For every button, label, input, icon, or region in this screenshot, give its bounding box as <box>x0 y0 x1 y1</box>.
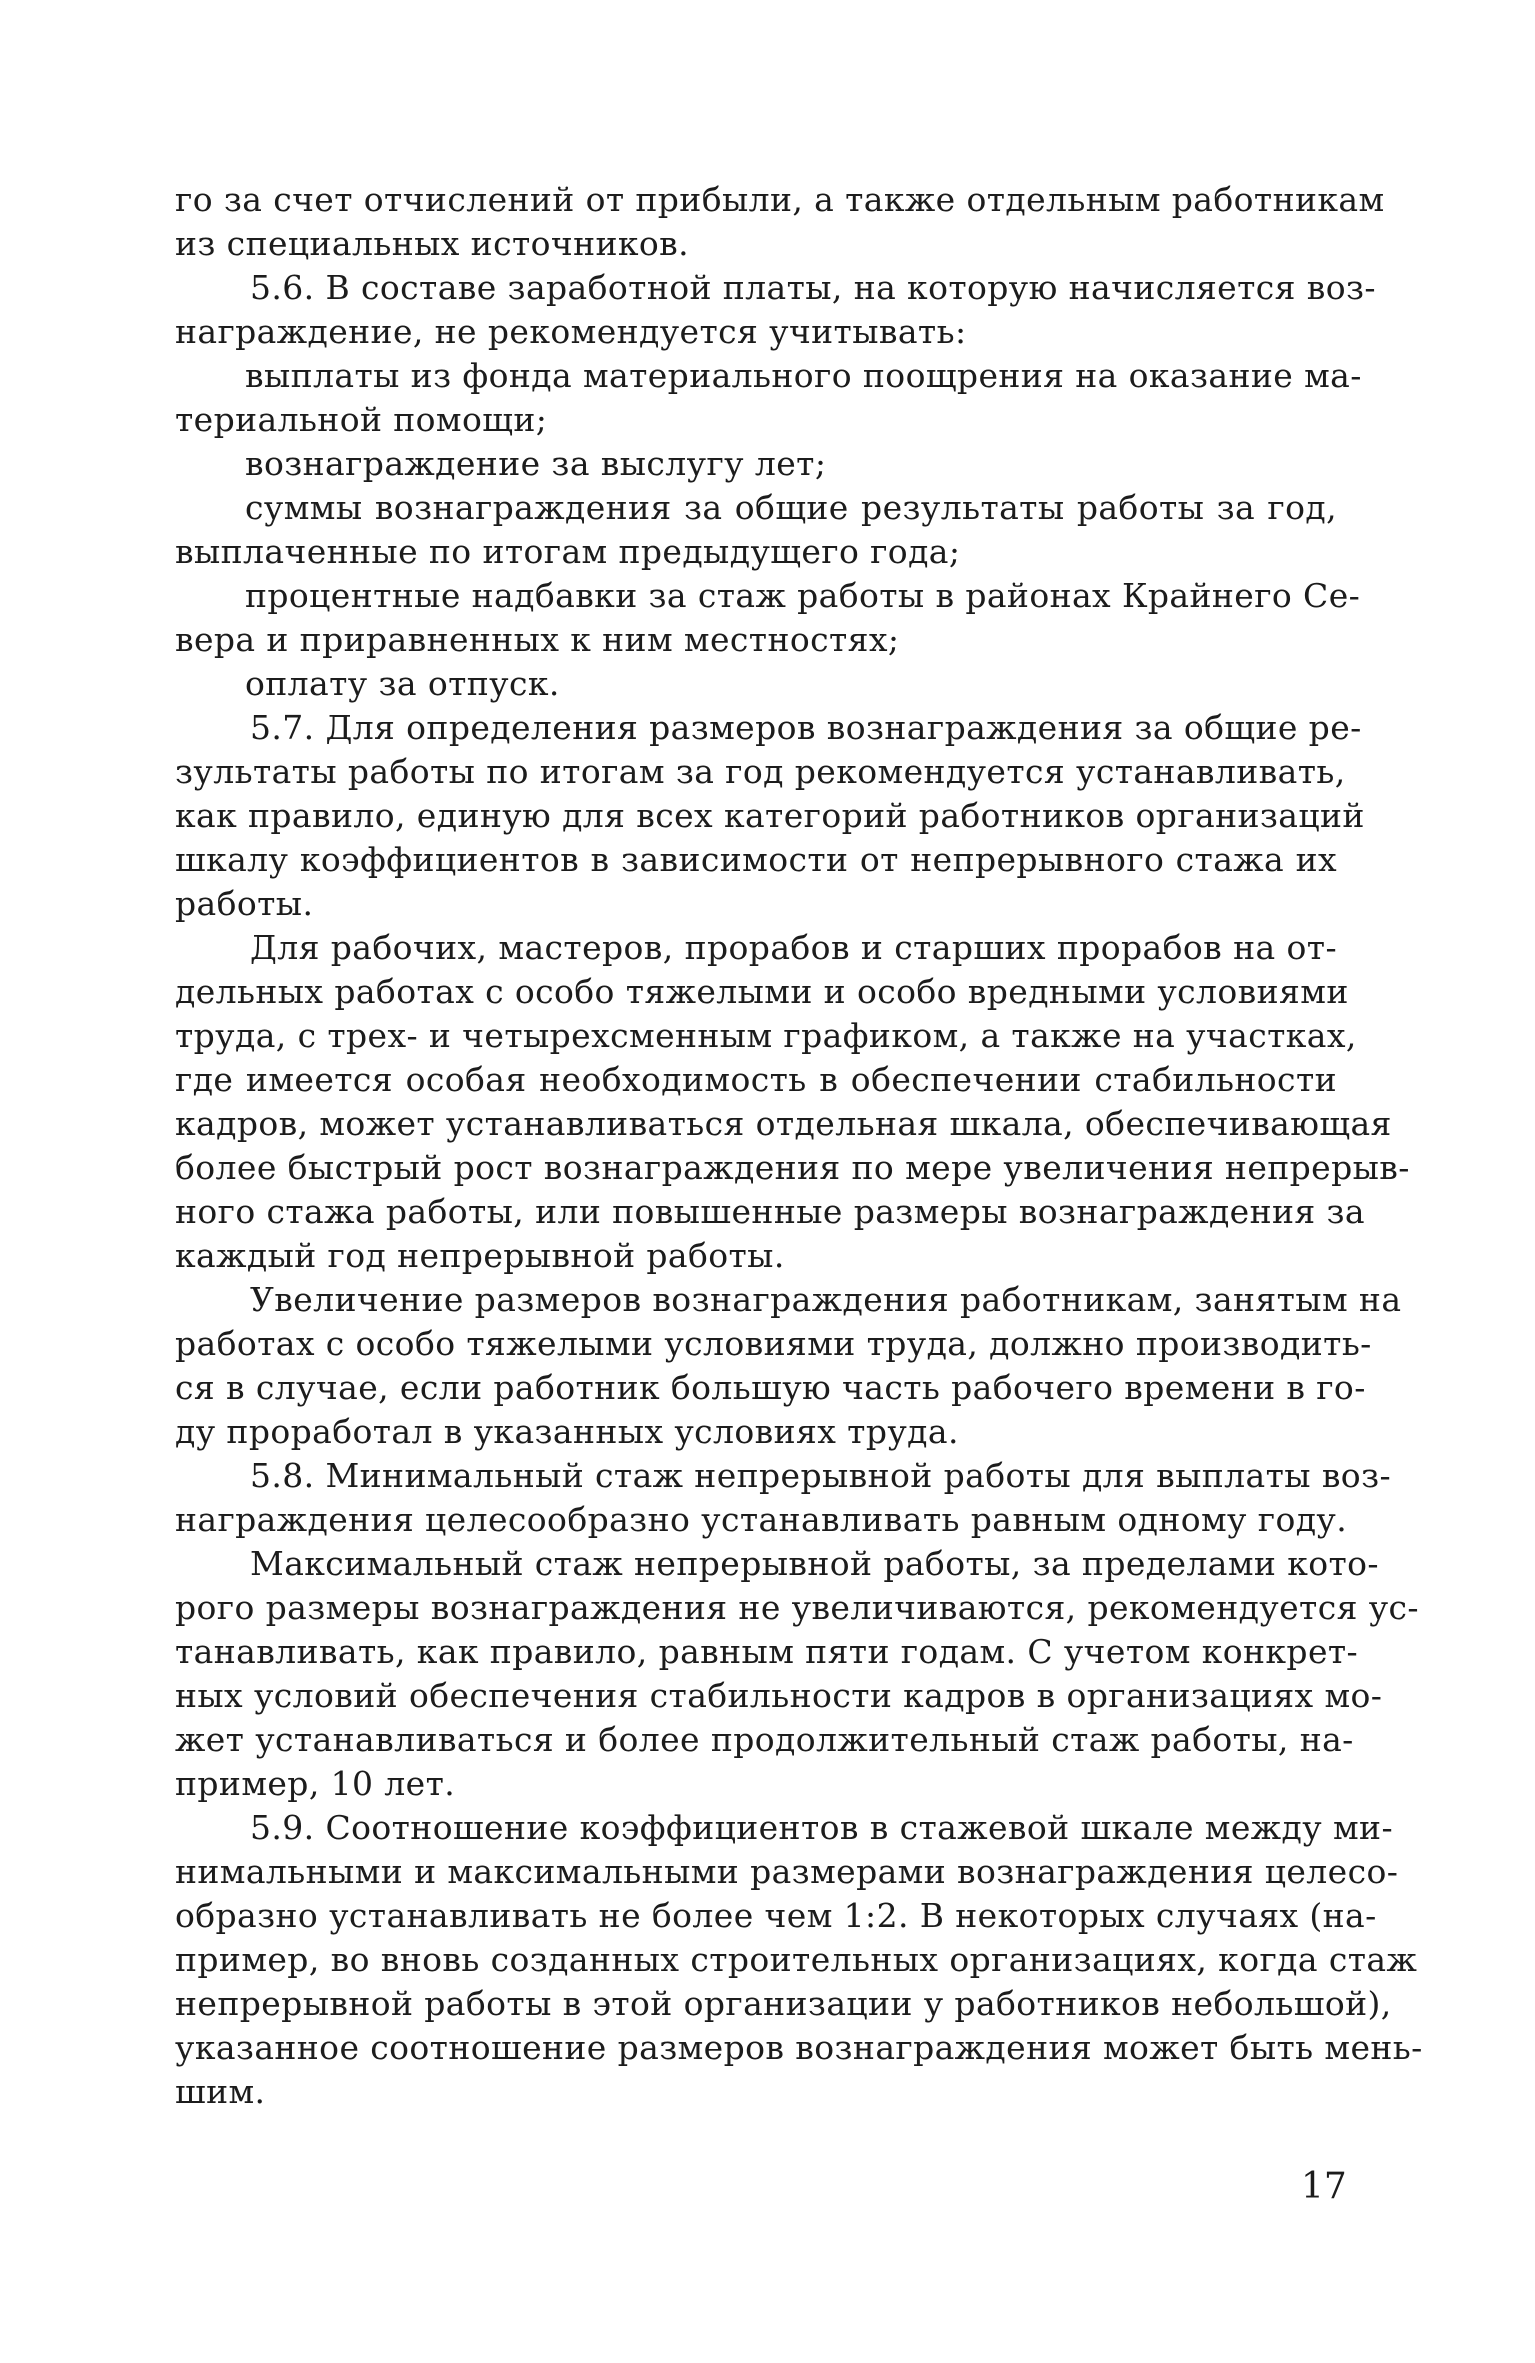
text-line: пример, 10 лет. <box>175 1764 456 1803</box>
text-line: Для рабочих, мастеров, прорабов и старших прорабов на от- <box>250 928 1337 967</box>
text-line: ных условий обеспечения стабильности кадров в организациях мо- <box>175 1676 1383 1715</box>
text-line: суммы вознаграждения за общие результаты работы за год, <box>245 488 1337 527</box>
text-line: труда, с трех- и четырехсменным графиком, а также на участках, <box>175 1016 1357 1055</box>
text-line: вера и приравненных к ним местностях; <box>175 620 900 659</box>
text-line: го за счет отчислений от прибыли, а также отдельным работникам <box>175 180 1385 219</box>
text-line: 5.9. Соотношение коэффициентов в стажевой шкале между ми- <box>250 1808 1393 1847</box>
text-line: Максимальный стаж непрерывной работы, за пределами кото- <box>250 1544 1379 1583</box>
text-line: жет устанавливаться и более продолжительный стаж работы, на- <box>175 1720 1354 1759</box>
text-line: непрерывной работы в этой организации у работников небольшой), <box>175 1984 1392 2023</box>
text-line: награждение, не рекомендуется учитывать: <box>175 312 967 351</box>
text-line: ного стажа работы, или повышенные размеры вознаграждения за <box>175 1192 1365 1231</box>
text-line: более быстрый рост вознаграждения по мере увеличения непрерыв- <box>175 1148 1410 1187</box>
text-line: каждый год непрерывной работы. <box>175 1236 785 1275</box>
text-line: ду проработал в указанных условиях труда. <box>175 1412 959 1451</box>
text-line: кадров, может устанавливаться отдельная шкала, обеспечивающая <box>175 1104 1392 1143</box>
text-line: работы. <box>175 884 314 923</box>
text-line: работах с особо тяжелыми условиями труда, должно производить- <box>175 1324 1372 1363</box>
text-line: рого размеры вознаграждения не увеличиваются, рекомендуется ус- <box>175 1588 1419 1627</box>
text-line: пример, во вновь созданных строительных организациях, когда стаж <box>175 1940 1418 1979</box>
text-line: из специальных источников. <box>175 224 690 263</box>
text-line: указанное соотношение размеров вознаграждения может быть мень- <box>175 2028 1423 2067</box>
text-line: шим. <box>175 2072 266 2111</box>
text-line: образно устанавливать не более чем 1:2. В некоторых случаях (на- <box>175 1896 1377 1935</box>
text-line: процентные надбавки за стаж работы в районах Крайнего Се- <box>245 576 1361 615</box>
text-line: выплаченные по итогам предыдущего года; <box>175 532 961 571</box>
text-line: 5.7. Для определения размеров вознаграждения за общие ре- <box>250 708 1362 747</box>
text-line: дельных работах с особо тяжелыми и особо вредными условиями <box>175 972 1349 1011</box>
text-line: 5.8. Минимальный стаж непрерывной работы для выплаты воз- <box>250 1456 1392 1495</box>
text-line: как правило, единую для всех категорий работников организаций <box>175 796 1365 835</box>
text-line: нимальными и максимальными размерами вознаграждения целесо- <box>175 1852 1399 1891</box>
text-line: зультаты работы по итогам за год рекомендуется устанавливать, <box>175 752 1346 791</box>
text-line: где имеется особая необходимость в обеспечении стабильности <box>175 1060 1337 1099</box>
text-line: танавливать, как правило, равным пяти годам. С учетом конкрет- <box>175 1632 1359 1671</box>
text-line: шкалу коэффициентов в зависимости от непрерывного стажа их <box>175 840 1337 879</box>
page-body <box>175 178 1423 2114</box>
text-line: 5.6. В составе заработной платы, на которую начисляется воз- <box>250 268 1376 307</box>
text-line: вознаграждение за выслугу лет; <box>245 444 827 483</box>
text-line: Увеличение размеров вознаграждения работникам, занятым на <box>250 1280 1402 1319</box>
page-number: 17 <box>1301 2166 1347 2207</box>
text-line: награждения целесообразно устанавливать равным одному году. <box>175 1500 1348 1539</box>
text-line: оплату за отпуск. <box>245 664 560 703</box>
text-line: выплаты из фонда материального поощрения на оказание ма- <box>245 356 1362 395</box>
text-line: териальной помощи; <box>175 400 548 439</box>
text-line: ся в случае, если работник большую часть рабочего времени в го- <box>175 1368 1366 1407</box>
